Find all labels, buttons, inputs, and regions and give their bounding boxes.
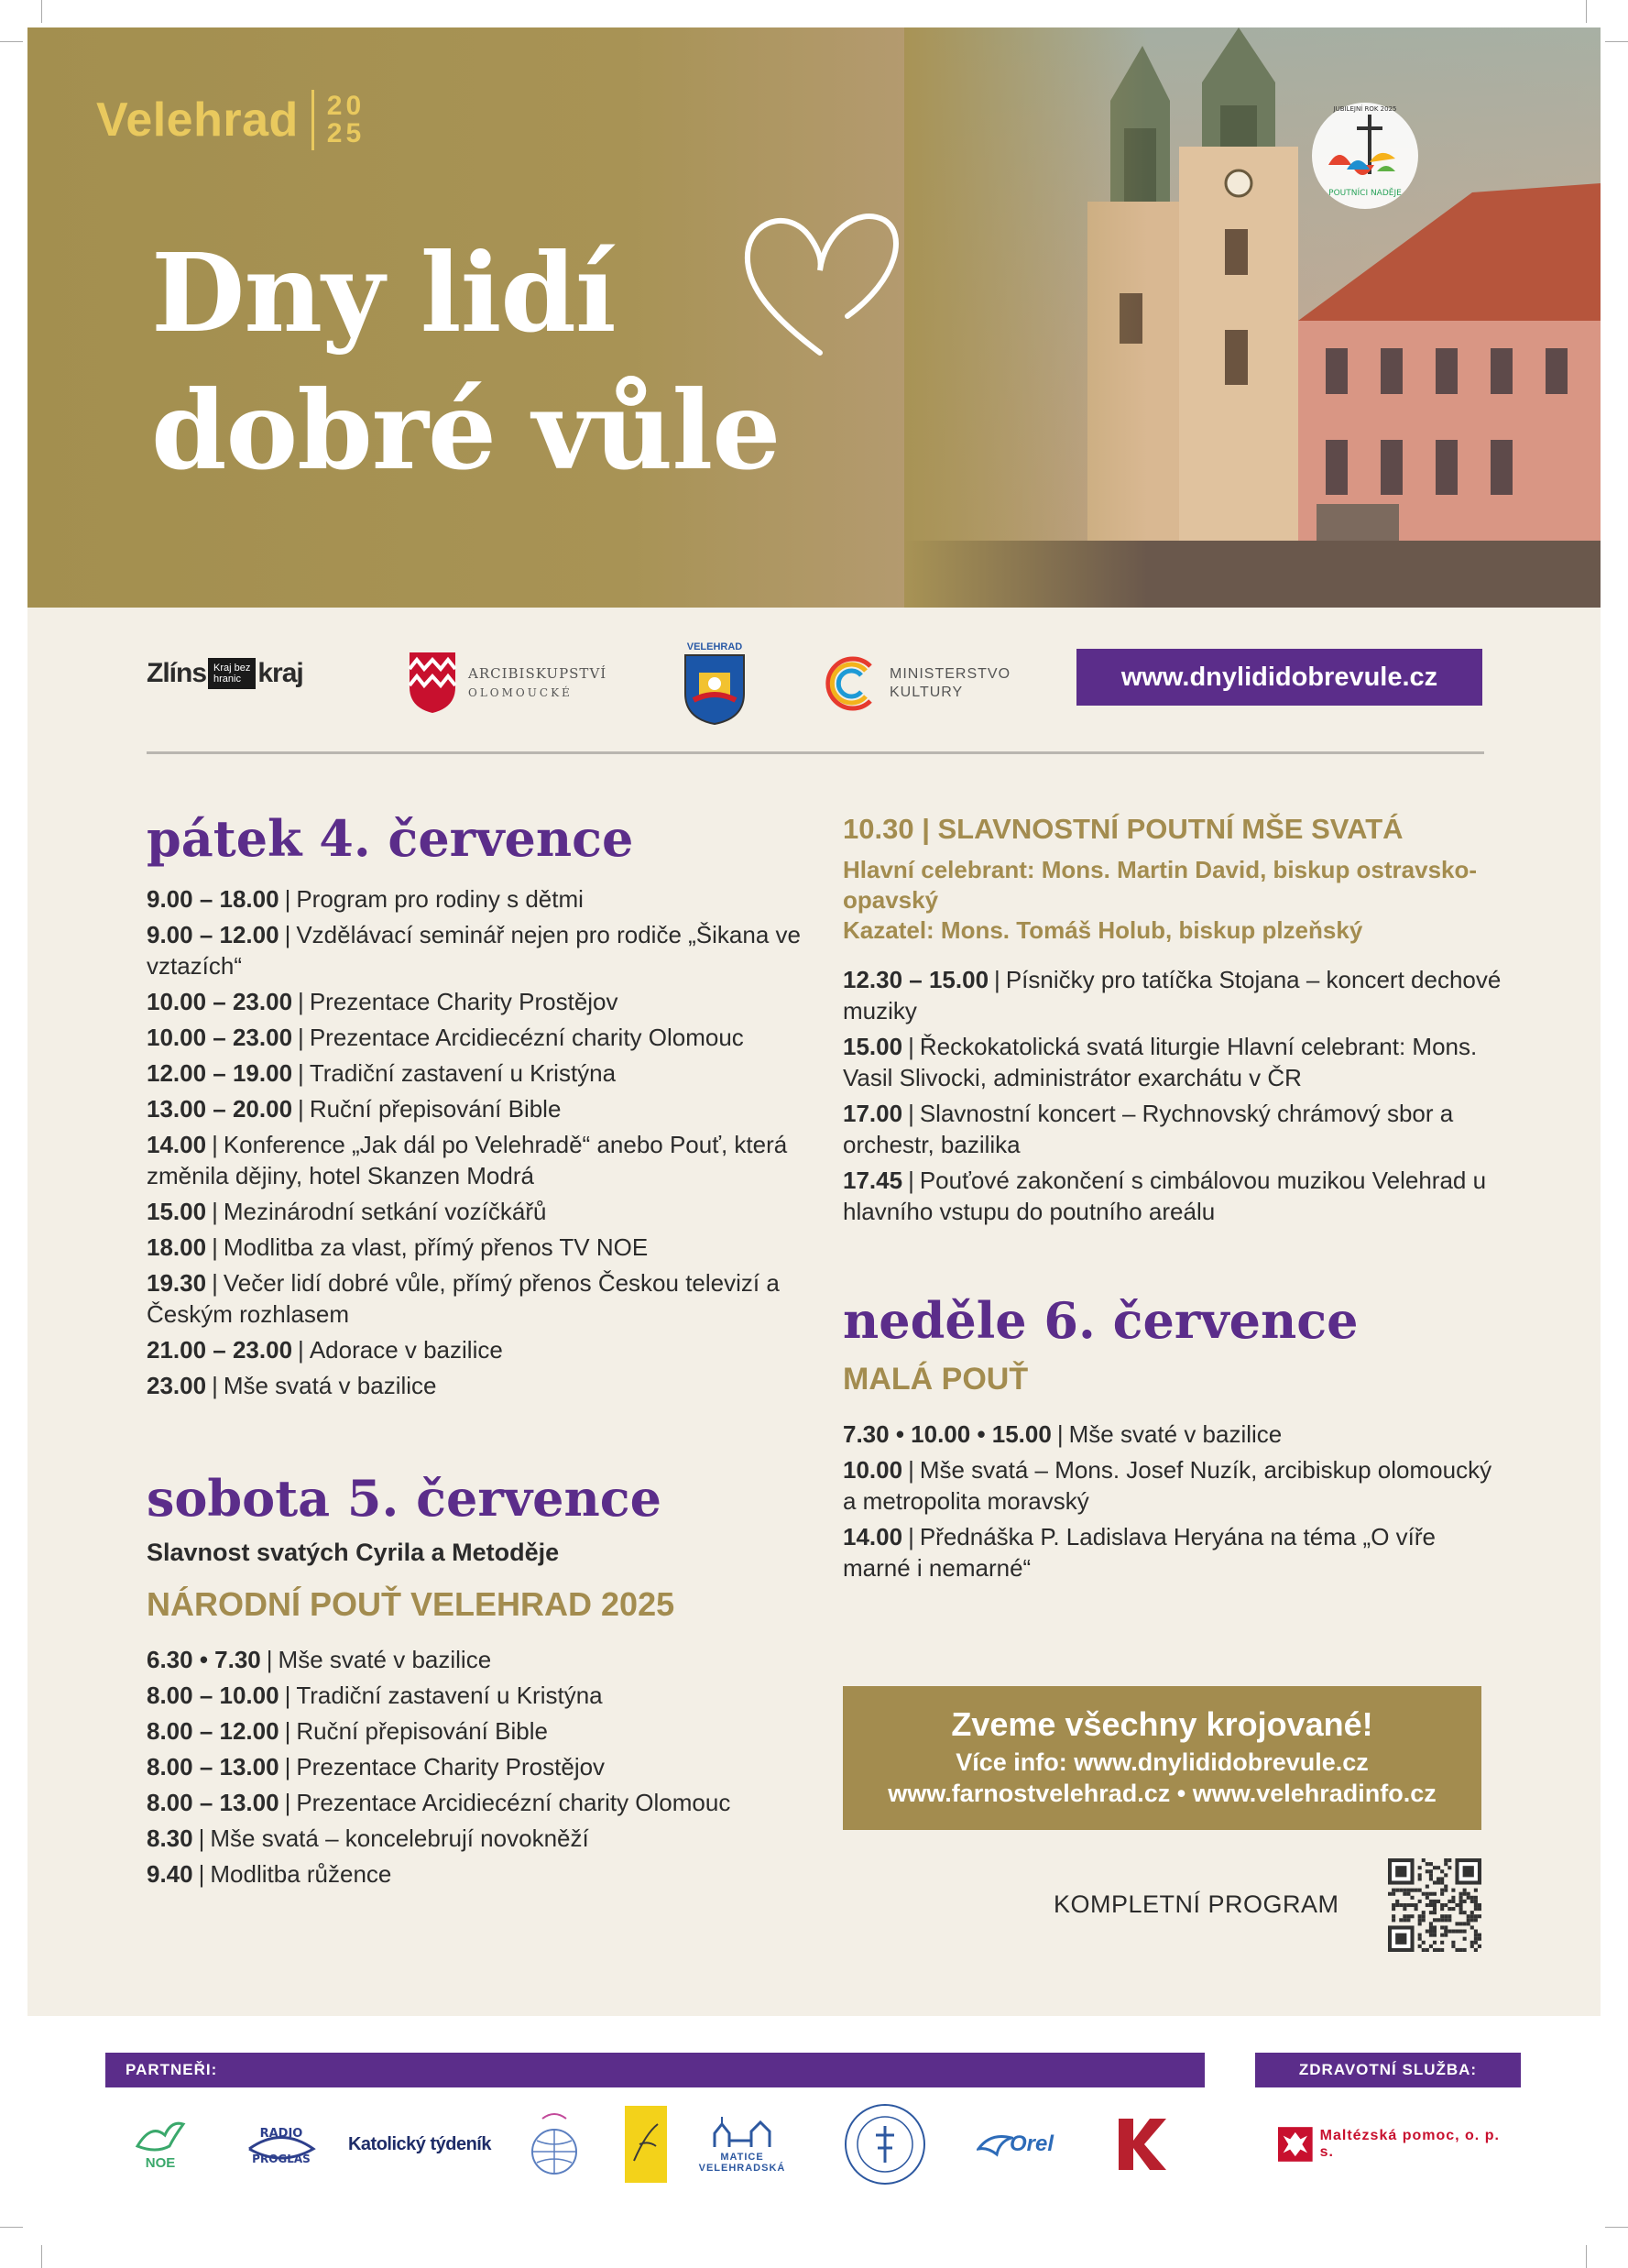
schedule-item bbox=[147, 1858, 806, 1890]
partner-ceska-katolicka-charita-logo bbox=[522, 2103, 586, 2186]
schedule-item-separator: | bbox=[212, 1233, 218, 1261]
arcibiskupstvi-logo bbox=[408, 651, 606, 715]
schedule-item-text: Mezinárodní setkání vozíčkářů bbox=[223, 1198, 547, 1225]
program-left-column bbox=[147, 806, 806, 1894]
schedule-item-separator: | bbox=[212, 1131, 218, 1158]
schedule-item-time: 18.00 bbox=[147, 1233, 207, 1261]
partners-bar bbox=[105, 2053, 1205, 2087]
saturday-subtitle: Slavnost svatých Cyrila a Metoděje bbox=[147, 1539, 560, 1566]
schedule-item-separator: | bbox=[284, 1753, 291, 1780]
schedule-item-time: 8.00 – 10.00 bbox=[147, 1682, 279, 1709]
saturday-heading: sobota 5. července bbox=[147, 1469, 662, 1528]
crop-mark bbox=[0, 2227, 23, 2228]
saturday-afternoon-schedule bbox=[843, 964, 1502, 1227]
schedule-item-text: Program pro rodiny s dětmi bbox=[296, 885, 584, 913]
schedule-item-time: 15.00 bbox=[147, 1198, 207, 1225]
crop-mark bbox=[41, 2245, 42, 2268]
schedule-item-time: 23.00 bbox=[147, 1372, 207, 1399]
zlin-region-logo bbox=[147, 658, 303, 689]
proglas-text-2: PROGLAS bbox=[252, 2153, 311, 2165]
schedule-item-time: 17.45 bbox=[843, 1167, 903, 1194]
brand-year bbox=[327, 93, 365, 148]
schedule-item-time: 8.00 – 13.00 bbox=[147, 1753, 279, 1780]
schedule-item-text: Písničky pro tatíčka Stojana – koncert dechové muziky bbox=[843, 966, 1502, 1024]
schedule-item-separator: | bbox=[298, 1095, 304, 1123]
schedule-item-text: Prezentace Arcidiecézní charity Olomouc bbox=[296, 1789, 731, 1816]
schedule-item-text: Tradiční zastavení u Kristýna bbox=[296, 1682, 603, 1709]
schedule-item bbox=[147, 1093, 806, 1124]
ministerstvo-line2: KULTURY bbox=[890, 685, 964, 700]
matice-line2: VELEHRADSKÁ bbox=[698, 2163, 786, 2174]
k-letter-icon bbox=[1113, 2115, 1168, 2174]
divider bbox=[147, 751, 1484, 754]
schedule-item-separator: | bbox=[266, 1646, 273, 1673]
schedule-item-separator: | bbox=[212, 1198, 218, 1225]
schedule-item bbox=[843, 1454, 1502, 1517]
schedule-item-separator: | bbox=[198, 1860, 205, 1888]
zlin-logo-box bbox=[208, 658, 256, 689]
partner-farnost-velehrad-seal bbox=[841, 2103, 929, 2186]
schedule-item-text: Mše svaté v bazilice bbox=[1068, 1420, 1283, 1448]
sunday-event-title: MALÁ POUŤ bbox=[843, 1362, 1029, 1397]
proglas-text-1: RADIO bbox=[259, 2127, 303, 2141]
schedule-item-separator: | bbox=[908, 1033, 914, 1060]
sunday-schedule bbox=[843, 1419, 1502, 1583]
schedule-item-time: 10.00 – 23.00 bbox=[147, 1024, 293, 1051]
schedule-item bbox=[147, 1334, 806, 1365]
schedule-item bbox=[147, 1232, 806, 1263]
qr-code-icon[interactable] bbox=[1388, 1858, 1481, 1952]
friday-schedule bbox=[147, 883, 806, 1401]
schedule-item-separator: | bbox=[298, 1024, 304, 1051]
crop-mark bbox=[1605, 41, 1628, 42]
invite-title: Zveme všechny krojované! bbox=[951, 1705, 1373, 1743]
schedule-item-time: 19.30 bbox=[147, 1269, 207, 1297]
schedule-item-separator: | bbox=[284, 885, 291, 913]
schedule-item bbox=[843, 1031, 1502, 1093]
saturday-mass-preacher: Kazatel: Mons. Tomáš Holub, biskup plzeňský bbox=[843, 916, 1363, 944]
maltese-cross-icon bbox=[1278, 2126, 1313, 2163]
schedule-item-separator: | bbox=[908, 1523, 914, 1550]
orel-text: Orel bbox=[1009, 2131, 1054, 2156]
brand-divider bbox=[311, 90, 314, 150]
maltezska-text: Maltézská pomoc, o. p. s. bbox=[1319, 2128, 1500, 2160]
schedule-item-text: Vzdělávací seminář nejen pro rodiče „Šikana ve vztazích“ bbox=[147, 921, 801, 980]
health-service-bar bbox=[1255, 2053, 1521, 2087]
title-line-1: Dny lidí bbox=[151, 229, 616, 356]
complete-program-label: KOMPLETNÍ PROGRAM bbox=[1054, 1890, 1339, 1918]
zlin-logo-text: Zlíns bbox=[147, 658, 207, 688]
schedule-item-text: Prezentace Arcidiecézní charity Olomouc bbox=[309, 1024, 744, 1051]
schedule-item-text: Mše svatá – koncelebrují novokněží bbox=[210, 1824, 589, 1852]
program-right-column bbox=[843, 811, 1502, 1588]
katolicky-tydenik-text: Katolický týdeník bbox=[347, 2133, 491, 2154]
arcibiskupstvi-shield-icon bbox=[408, 651, 457, 715]
saturday-mass-celebrant: Hlavní celebrant: Mons. Martin David, biskup ostravsko-opavský bbox=[843, 856, 1478, 914]
partner-orel-logo bbox=[969, 2103, 1061, 2186]
schedule-item-text: Řeckokatolická svatá liturgie Hlavní celebrant: Mons. Vasil Slivocki, administrátor exarchátu v ČR bbox=[843, 1033, 1478, 1091]
matice-text bbox=[699, 2152, 786, 2174]
schedule-item-text: Modlitba růžence bbox=[210, 1860, 392, 1888]
invite-box bbox=[843, 1686, 1481, 1830]
schedule-item-time: 7.30 • 10.00 • 15.00 bbox=[843, 1420, 1052, 1448]
schedule-item-text: Ruční přepisování Bible bbox=[309, 1095, 562, 1123]
schedule-item bbox=[147, 986, 806, 1017]
schedule-item-separator: | bbox=[908, 1100, 914, 1127]
schedule-item-separator: | bbox=[284, 1789, 291, 1816]
schedule-item-text: Prezentace Charity Prostějov bbox=[296, 1753, 606, 1780]
friday-heading: pátek 4. července bbox=[147, 809, 634, 868]
zlin-logo-box-line2: hranic bbox=[213, 674, 241, 685]
jubilee-caption: JUBILEJNÍ ROK 2025 bbox=[1333, 105, 1397, 113]
schedule-item-time: 12.00 – 19.00 bbox=[147, 1059, 293, 1087]
partner-matice-velehradska-logo bbox=[696, 2103, 788, 2186]
noe-dove-icon bbox=[133, 2119, 188, 2155]
schedule-item-time: 17.00 bbox=[843, 1100, 903, 1127]
zlin-logo-box-line1: Kraj bez bbox=[213, 663, 251, 674]
schedule-item-text: Večer lidí dobré vůle, přímý přenos Českou televizí a Českým rozhlasem bbox=[147, 1269, 780, 1328]
noe-text: NOE bbox=[145, 2154, 176, 2171]
partner-maltezska-pomoc-logo bbox=[1278, 2103, 1507, 2186]
schedule-item bbox=[147, 1196, 806, 1227]
schedule-item bbox=[843, 1098, 1502, 1160]
crop-mark bbox=[0, 41, 23, 42]
schedule-item-time: 8.00 – 12.00 bbox=[147, 1717, 279, 1745]
schedule-item bbox=[147, 1644, 806, 1675]
schedule-item-time: 8.30 bbox=[147, 1824, 193, 1852]
schedule-item-text: Tradiční zastavení u Kristýna bbox=[309, 1059, 617, 1087]
schedule-item bbox=[147, 1057, 806, 1089]
schedule-item-text: Ruční přepisování Bible bbox=[296, 1717, 548, 1745]
schedule-item-time: 10.00 – 23.00 bbox=[147, 988, 293, 1015]
saturday-schedule bbox=[147, 1644, 806, 1890]
schedule-item-separator: | bbox=[908, 1456, 914, 1484]
zlin-logo-text-2: kraj bbox=[257, 658, 303, 688]
brand-year-bottom: 25 bbox=[326, 118, 366, 148]
schedule-item-separator: | bbox=[994, 966, 1000, 993]
crop-mark bbox=[1586, 0, 1587, 23]
schedule-item bbox=[843, 1165, 1502, 1227]
orel-bird-icon bbox=[977, 2131, 1013, 2158]
page-title bbox=[151, 225, 780, 499]
schedule-item-time: 6.30 • 7.30 bbox=[147, 1646, 261, 1673]
invite-more-info[interactable]: Více info: www.dnylididobrevule.cz bbox=[956, 1748, 1369, 1776]
velehrad-coat-of-arms-icon bbox=[683, 652, 747, 726]
schedule-item-time: 15.00 bbox=[843, 1033, 903, 1060]
schedule-item-time: 12.30 – 15.00 bbox=[843, 966, 989, 993]
ministerstvo-line1: MINISTERSTVO bbox=[890, 666, 1011, 682]
schedule-item-text: Slavnostní koncert – Rychnovský chrámový sbor a orchestr, bazilika bbox=[843, 1100, 1454, 1158]
matice-church-icon bbox=[705, 2115, 779, 2152]
arcibiskupstvi-line2: OLOMOUCKÉ bbox=[468, 685, 573, 699]
schedule-item bbox=[147, 1267, 806, 1330]
schedule-item-text: Adorace v bazilice bbox=[309, 1336, 503, 1364]
brand-year-top: 20 bbox=[326, 91, 366, 121]
parish-seal-icon bbox=[843, 2102, 927, 2186]
schedule-item bbox=[147, 1129, 806, 1191]
schedule-item-separator: | bbox=[284, 1682, 291, 1709]
schedule-item-separator: | bbox=[284, 921, 291, 948]
schedule-item-time: 13.00 – 20.00 bbox=[147, 1095, 293, 1123]
ministerstvo-text bbox=[890, 665, 1011, 702]
schedule-item-separator: | bbox=[198, 1824, 205, 1852]
obec-velehrad-label: VELEHRAD bbox=[686, 641, 743, 652]
schedule-item bbox=[147, 1751, 806, 1782]
schedule-item-text: Modlitba za vlast, přímý přenos TV NOE bbox=[223, 1233, 649, 1261]
schedule-item-separator: | bbox=[298, 988, 304, 1015]
saturday-event-title: NÁRODNÍ POUŤ VELEHRAD 2025 bbox=[147, 1585, 675, 1623]
ministerstvo-kultury-logo bbox=[820, 653, 1011, 714]
schedule-item bbox=[147, 1370, 806, 1401]
arcibiskupstvi-line1: ARCIBISKUPSTVÍ bbox=[468, 664, 607, 682]
schedule-item-separator: | bbox=[908, 1167, 914, 1194]
schedule-item-separator: | bbox=[212, 1269, 218, 1297]
schedule-item bbox=[147, 883, 806, 915]
schedule-item bbox=[147, 1022, 806, 1053]
yellow-banner-icon bbox=[625, 2106, 667, 2183]
schedule-item-text: Přednáška P. Ladislava Heryána na téma „O víře marné i nemarné“ bbox=[843, 1523, 1436, 1582]
schedule-item bbox=[843, 964, 1502, 1026]
partner-k-logo bbox=[1109, 2103, 1173, 2186]
globe-icon bbox=[524, 2108, 585, 2181]
header-banner bbox=[27, 27, 1601, 608]
schedule-item-time: 8.00 – 13.00 bbox=[147, 1789, 279, 1816]
website-link[interactable]: www.dnylididobrevule.cz bbox=[1076, 649, 1482, 706]
schedule-item-text: Konference „Jak dál po Velehradě“ anebo Pouť, která změnila dějiny, hotel Skanzen Modrá bbox=[147, 1131, 788, 1189]
proglas-icon bbox=[240, 2117, 322, 2172]
schedule-item-separator: | bbox=[298, 1059, 304, 1087]
schedule-item-time: 9.00 – 12.00 bbox=[147, 921, 279, 948]
schedule-item-text: Pouťové zakončení s cimbálovou muzikou Velehrad u hlavního vstupu do poutního areálu bbox=[843, 1167, 1487, 1225]
crop-mark bbox=[1605, 2227, 1628, 2228]
schedule-item-time: 14.00 bbox=[147, 1131, 207, 1158]
health-service-label: ZDRAVOTNÍ SLUŽBA: bbox=[1298, 2061, 1478, 2078]
invite-links[interactable]: www.farnostvelehrad.cz • www.velehradinfo.cz bbox=[888, 1780, 1437, 1807]
schedule-item-text: Mše svatá v bazilice bbox=[223, 1372, 437, 1399]
schedule-item-time: 21.00 – 23.00 bbox=[147, 1336, 293, 1364]
schedule-item-text: Mše svaté v bazilice bbox=[278, 1646, 492, 1673]
obec-velehrad-logo bbox=[683, 641, 747, 726]
title-line-2: dobré vůle bbox=[151, 367, 781, 494]
partner-katolicky-tydenik-logo bbox=[346, 2103, 493, 2186]
arcibiskupstvi-text bbox=[468, 664, 606, 702]
schedule-item bbox=[147, 1787, 806, 1818]
partner-yellow-logo bbox=[623, 2103, 669, 2186]
partner-noe-logo bbox=[124, 2103, 197, 2186]
sunday-heading: neděle 6. července bbox=[843, 1291, 1359, 1350]
crop-mark bbox=[41, 0, 42, 23]
basilica-photo bbox=[904, 27, 1601, 608]
schedule-item bbox=[147, 1680, 806, 1711]
partners-label: PARTNEŘI: bbox=[126, 2061, 218, 2078]
schedule-item bbox=[147, 1715, 806, 1747]
crop-mark bbox=[1586, 2245, 1587, 2268]
matice-line1: MATICE bbox=[720, 2152, 764, 2163]
schedule-item-time: 9.40 bbox=[147, 1860, 193, 1888]
ministerstvo-kultury-icon bbox=[820, 653, 880, 714]
schedule-item-separator: | bbox=[298, 1336, 304, 1364]
schedule-item-time: 14.00 bbox=[843, 1523, 903, 1550]
schedule-item-separator: | bbox=[284, 1717, 291, 1745]
saturday-mass-heading: 10.30 | SLAVNOSTNÍ POUTNÍ MŠE SVATÁ bbox=[843, 813, 1404, 845]
schedule-item-separator: | bbox=[1056, 1420, 1064, 1448]
schedule-item bbox=[843, 1419, 1502, 1450]
schedule-item-text: Mše svatá – Mons. Josef Nuzík, arcibiskup olomoucký a metropolita moravský bbox=[843, 1456, 1492, 1515]
schedule-item-separator: | bbox=[212, 1372, 218, 1399]
schedule-item-time: 10.00 bbox=[843, 1456, 903, 1484]
brand-name: Velehrad bbox=[96, 93, 299, 147]
schedule-item bbox=[147, 919, 806, 981]
schedule-item bbox=[147, 1823, 806, 1854]
jubilee-subtitle: POUTNÍCI NADĚJE bbox=[1328, 189, 1402, 198]
velehrad-2025-brand bbox=[96, 90, 365, 150]
jubilee-logo-icon bbox=[1306, 96, 1425, 225]
schedule-item-text: Prezentace Charity Prostějov bbox=[309, 988, 618, 1015]
partner-proglas-logo bbox=[240, 2103, 322, 2186]
schedule-item-time: 9.00 – 18.00 bbox=[147, 885, 279, 913]
heart-icon bbox=[738, 206, 902, 362]
schedule-item bbox=[843, 1521, 1502, 1583]
